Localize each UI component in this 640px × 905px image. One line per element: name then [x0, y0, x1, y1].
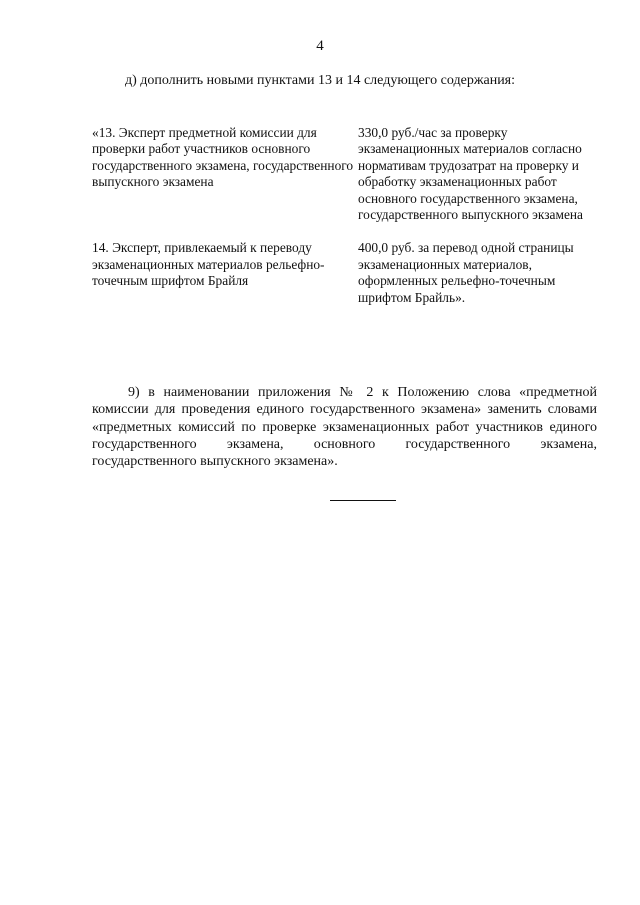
fee-table	[92, 125, 598, 306]
end-of-document-line	[330, 500, 396, 501]
page-number: 4	[316, 38, 324, 54]
rate-cell: 330,0 руб./час за проверку экзаменационных материалов согласно нормативам трудозатрат на проверку и обработку экзаменационных работ основного государственного экзамена, государственного выпускного экзамена	[358, 125, 583, 223]
position-cell: «13. Эксперт предметной комиссии для проверки работ участников основного государственного экзамена, государственного выпускного экзамена	[92, 125, 354, 190]
rate-cell: 400,0 руб. за перевод одной страницы экзаменационных материалов, оформленных рельефно-точечным шрифтом Брайль».	[358, 240, 574, 305]
table-row	[92, 125, 598, 240]
position-cell: 14. Эксперт, привлекаемый к переводу экзаменационных материалов рельефно-точечным шрифтом Брайля	[92, 240, 325, 289]
amendment-intro: д) дополнить новыми пунктами 13 и 14 следующего содержания:	[124, 73, 516, 88]
table-row	[92, 240, 598, 306]
amendment-item-9: 9) в наименовании приложения № 2 к Положению слова «предметной комиссии для проведения единого государственного экзамена» заменить словами «предметных комиссий по проверке экзаменационных работ участников единого государственного экзамена, основного государственного экзамена, государственного выпускного экзамена».	[92, 385, 597, 470]
